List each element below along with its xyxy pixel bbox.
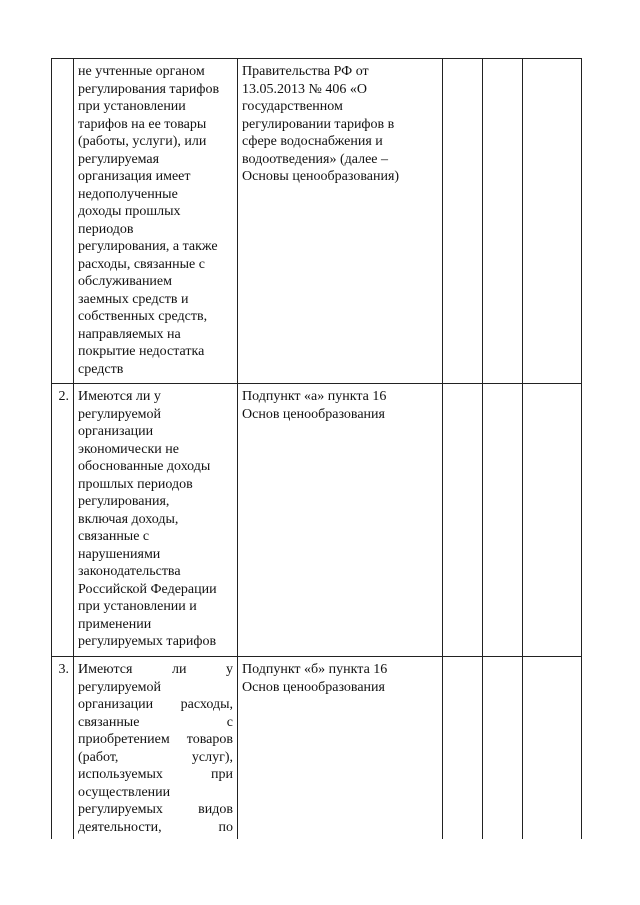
question-line: организация имеет [78,169,191,184]
answer-cell-3[interactable] [523,59,582,384]
reference-line: сфере водоснабжения и [242,134,383,149]
row-number: 3. [58,662,69,677]
reference-cell [238,657,443,840]
question-line: осуществлении [78,784,171,800]
question-line: прошлых периодов [78,476,193,492]
question-line: законодательства [78,564,181,579]
question-line: не учтенные органом [78,64,205,79]
question-line: регулирования, а также [78,239,218,254]
question-line: регулируемых видов [78,802,233,817]
row-number-cell [52,384,74,657]
answer-cell-2[interactable] [483,657,523,840]
question-line: тарифов на ее товары [78,116,207,132]
question-line: регулируемой [78,406,162,422]
question-cell [74,384,238,657]
reference-line: водоотведения» (далее – [242,151,389,167]
answer-cell-2[interactable] [483,384,523,657]
row-number-cell [52,59,74,384]
question-line: связанные с [78,714,233,730]
reference-line: Правительства РФ от [242,64,369,79]
question-line: Имеются ли у [78,662,233,677]
question-line: обоснованные доходы [78,459,211,474]
checklist-table [51,58,582,839]
table-row [52,657,582,840]
row-number-cell [52,657,74,840]
reference-line: государственном [242,99,343,114]
question-line: регулирования тарифов [78,81,220,97]
question-line: (работ, услуг), [78,749,233,765]
question-line: покрытие недостатка [78,344,205,359]
question-line: включая доходы, [78,511,179,527]
question-line: регулируемой [78,679,162,695]
reference-cell [238,59,443,384]
table-row [52,384,582,657]
answer-cell-1[interactable] [443,384,483,657]
question-line: собственных средств, [78,309,208,324]
question-line: Российской Федерации [78,581,217,597]
question-line: заемных средств и [78,291,189,307]
question-line: регулирования, [78,494,170,509]
reference-line: регулировании тарифов в [242,116,395,132]
answer-cell-1[interactable] [443,59,483,384]
answer-cell-3[interactable] [523,384,582,657]
question-line: связанные с [78,529,150,544]
table-row [52,59,582,384]
question-line: регулируемых тарифов [78,634,217,649]
question-line: доходы прошлых [78,204,181,219]
answer-cell-2[interactable] [483,59,523,384]
question-line: экономически не [78,441,179,457]
answer-cell-3[interactable] [523,657,582,840]
question-line: обслуживанием [78,274,173,289]
question-line: нарушениями [78,546,161,562]
reference-cell [238,384,443,657]
reference-line: Подпункт «а» пункта 16 [242,389,387,404]
question-line: недополученные [78,186,178,202]
question-line: организации расходы, [78,697,233,712]
reference-line: Основ ценообразования [242,406,385,422]
reference-line: Подпункт «б» пункта 16 [242,662,388,677]
reference-line: 13.05.2013 № 406 «О [242,81,367,97]
question-line: деятельности, по [78,819,233,835]
question-line: Имеются ли у [78,389,161,404]
question-line: организации [78,424,154,439]
question-cell [74,59,238,384]
question-line: расходы, связанные с [78,256,205,272]
question-line: периодов [78,221,134,237]
question-cell [74,657,238,840]
question-line: приобретением товаров [78,732,233,747]
reference-line: Основы ценообразования) [242,169,400,184]
question-line: средств [78,361,124,377]
row-number: 2. [58,389,69,404]
reference-line: Основ ценообразования [242,679,385,695]
question-line: (работы, услуги), или [78,134,207,149]
question-line: используемых при [78,767,233,782]
question-line: регулируемая [78,151,160,167]
question-line: применении [78,616,152,632]
question-line: направляемых на [78,326,181,342]
answer-cell-1[interactable] [443,657,483,840]
question-line: при установлении и [78,599,197,614]
question-line: при установлении [78,99,186,114]
